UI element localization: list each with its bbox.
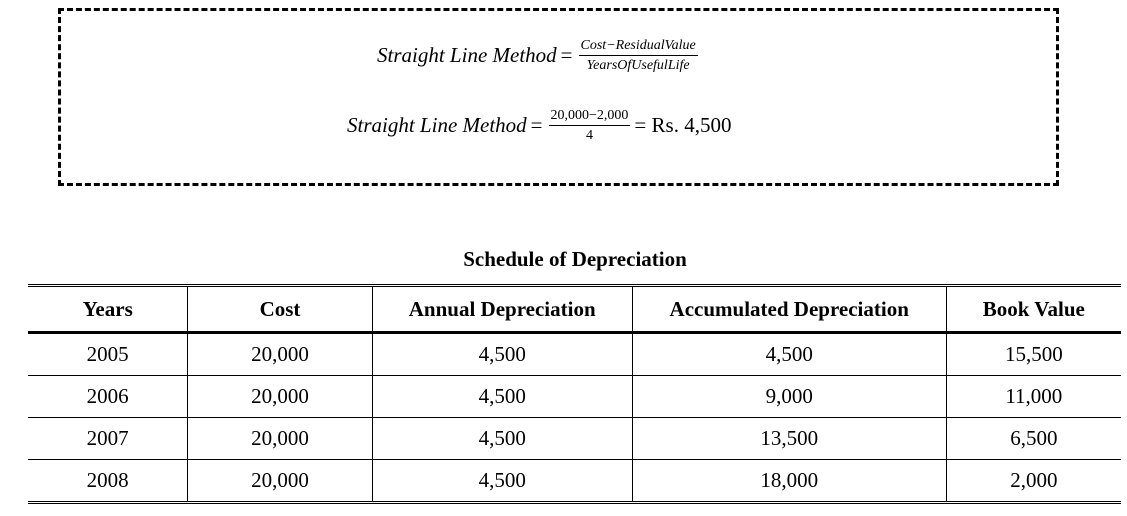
cell-accumulated-depreciation: 13,500 bbox=[632, 418, 946, 460]
formula-lhs: Straight Line Method bbox=[377, 43, 557, 67]
table-row bbox=[28, 418, 1121, 460]
depreciation-table bbox=[28, 284, 1121, 504]
formula-equals: = bbox=[530, 113, 543, 137]
cell-annual-depreciation: 4,500 bbox=[372, 376, 632, 418]
formula-lhs: Straight Line Method bbox=[347, 113, 527, 137]
formula-numerator: 20,000−2,000 bbox=[549, 107, 631, 126]
header-annual-depreciation: Annual Depreciation bbox=[372, 286, 632, 333]
formula-box bbox=[58, 8, 1059, 186]
cell-cost: 20,000 bbox=[188, 333, 372, 376]
formula-equals: = bbox=[560, 43, 573, 67]
header-cost: Cost bbox=[188, 286, 372, 333]
formula-numerator: Cost−ResidualValue bbox=[579, 37, 698, 56]
cell-book-value: 15,500 bbox=[946, 333, 1121, 376]
header-accumulated-depreciation: Accumulated Depreciation bbox=[632, 286, 946, 333]
formula-denominator: YearsOfUsefulLife bbox=[586, 58, 690, 73]
cell-year: 2008 bbox=[86, 468, 129, 492]
table-row bbox=[28, 460, 1121, 503]
cell-annual-depreciation: 4,500 bbox=[372, 333, 632, 376]
cell-book-value: 6,500 bbox=[946, 418, 1121, 460]
cell-accumulated-depreciation: 9,000 bbox=[632, 376, 946, 418]
cell-book-value: 11,000 bbox=[946, 376, 1121, 418]
cell-accumulated-depreciation: 18,000 bbox=[632, 460, 946, 503]
formula-general bbox=[377, 37, 700, 74]
cell-cost: 20,000 bbox=[188, 460, 372, 503]
table-row bbox=[28, 376, 1121, 418]
cell-cost: 20,000 bbox=[188, 418, 372, 460]
cell-book-value: 2,000 bbox=[946, 460, 1121, 503]
header-book-value: Book Value bbox=[946, 286, 1121, 333]
header-years: Years bbox=[28, 286, 188, 333]
formula-fraction bbox=[549, 107, 631, 144]
cell-year: 2007 bbox=[28, 418, 188, 460]
formula-denominator: 4 bbox=[585, 128, 593, 143]
table-header-row bbox=[28, 286, 1121, 333]
table-title: Schedule of Depreciation bbox=[463, 247, 687, 271]
cell-cost: 20,000 bbox=[188, 376, 372, 418]
cell-annual-depreciation: 4,500 bbox=[372, 460, 632, 503]
formula-fraction bbox=[579, 37, 698, 74]
formula-applied bbox=[347, 107, 731, 144]
table-row bbox=[28, 333, 1121, 376]
formula-result: = Rs. 4,500 bbox=[634, 113, 732, 137]
cell-accumulated-depreciation: 4,500 bbox=[632, 333, 946, 376]
cell-year: 2005 bbox=[28, 333, 188, 376]
cell-year: 2006 bbox=[28, 376, 188, 418]
cell-annual-depreciation: 4,500 bbox=[372, 418, 632, 460]
